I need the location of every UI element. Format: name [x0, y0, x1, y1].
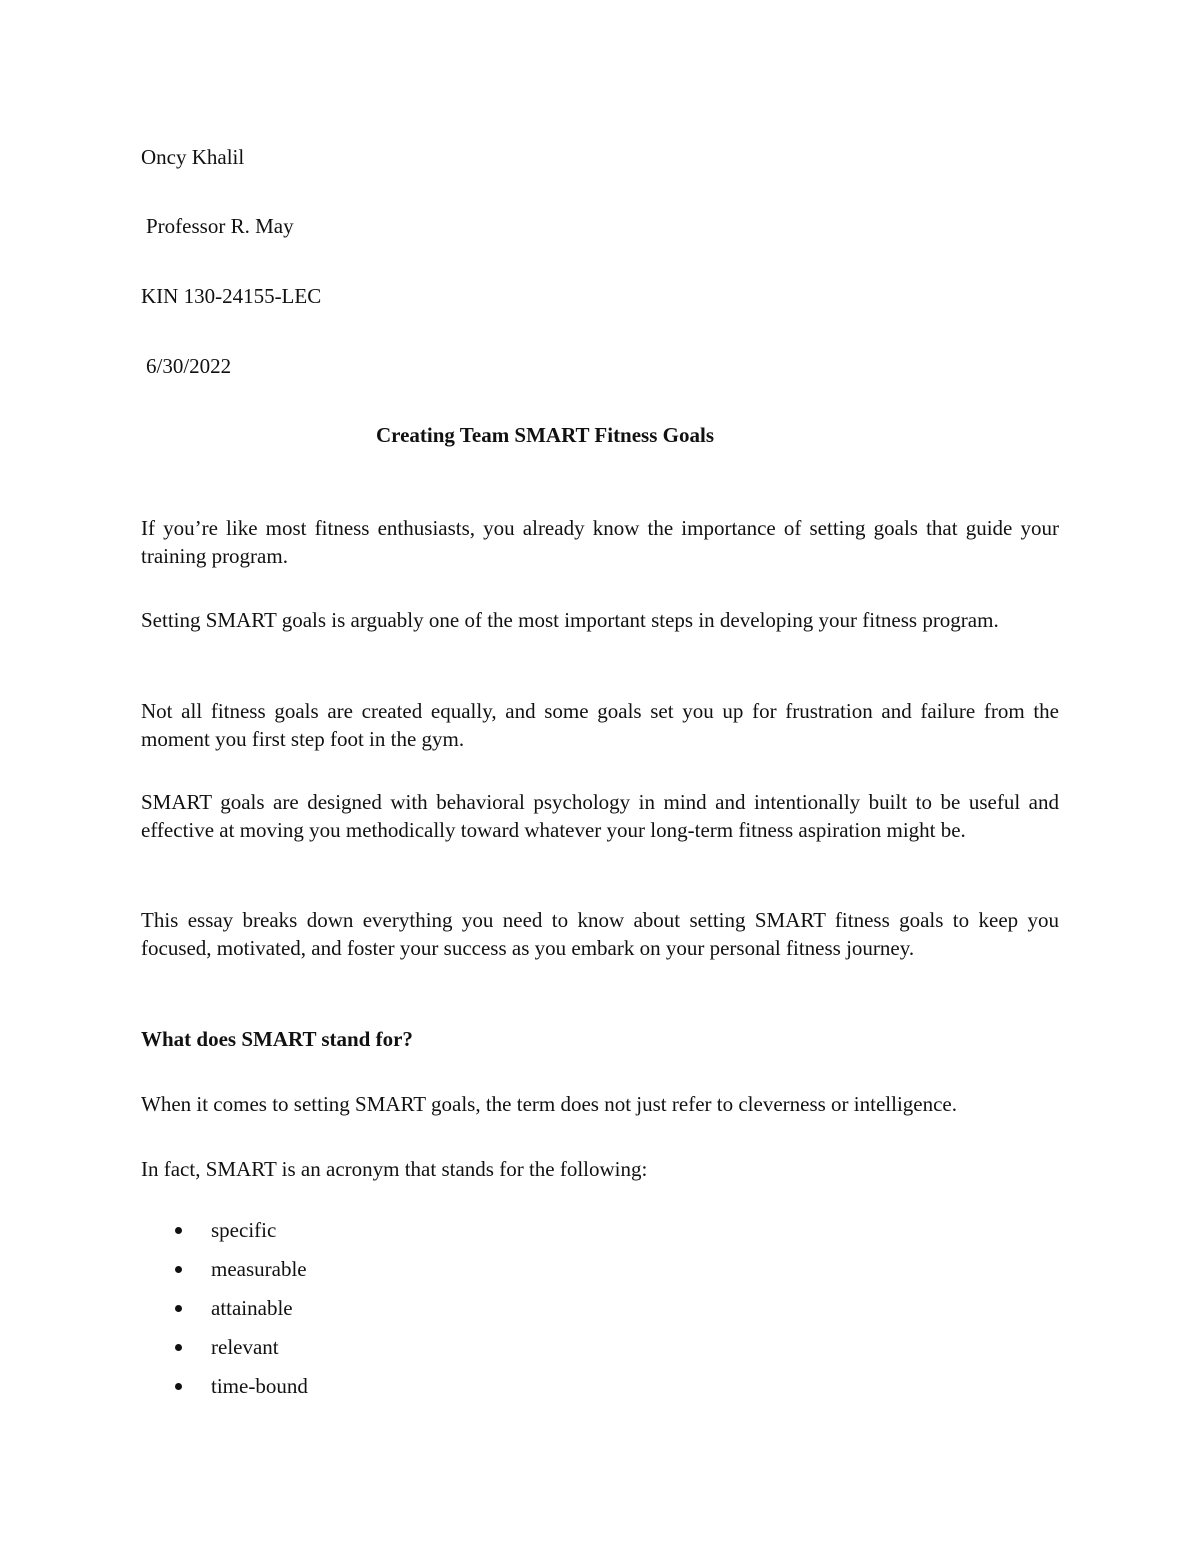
list-item-text: measurable	[211, 1257, 307, 1281]
paragraph-behavioral: SMART goals are designed with behavioral psychology in mind and intentionally built to be useful and effective at moving you methodically toward whatever your long-term fitness aspiration might be.	[141, 790, 1059, 842]
course-code: KIN 130-24155-LEC	[141, 284, 322, 308]
bullet-icon	[175, 1383, 182, 1390]
section-heading: What does SMART stand for?	[141, 1027, 413, 1051]
paragraph-term-meaning: When it comes to setting SMART goals, the term does not just refer to cleverness or intelligence.	[141, 1092, 957, 1116]
author-name: Oncy Khalil	[141, 145, 245, 169]
professor-name: Professor R. May	[146, 214, 294, 238]
list-item-text: specific	[211, 1218, 277, 1242]
paragraph-intro: If you’re like most fitness enthusiasts, you already know the importance of setting goals that guide your training program.	[141, 516, 1059, 568]
paragraph-importance: Setting SMART goals is arguably one of the most important steps in developing your fitness program.	[141, 608, 999, 632]
paragraph-acronym: In fact, SMART is an acronym that stands for the following:	[141, 1157, 648, 1181]
list-item-text: time-bound	[211, 1374, 308, 1398]
bullet-icon	[175, 1305, 182, 1312]
list-item-text: attainable	[211, 1296, 293, 1320]
document-title: Creating Team SMART Fitness Goals	[375, 423, 714, 447]
bullet-icon	[175, 1266, 182, 1273]
bullet-icon	[175, 1344, 182, 1351]
list-item-text: relevant	[211, 1335, 279, 1359]
paragraph-not-equal: Not all fitness goals are created equally, and some goals set you up for frustration and failure from the moment you first step foot in the gym.	[141, 699, 1059, 751]
paragraph-essay-overview: This essay breaks down everything you need to know about setting SMART fitness goals to keep you focused, motivated, and foster your success as you embark on your personal fitness journey.	[141, 908, 1059, 960]
submission-date: 6/30/2022	[146, 354, 232, 378]
bullet-icon	[175, 1227, 182, 1234]
